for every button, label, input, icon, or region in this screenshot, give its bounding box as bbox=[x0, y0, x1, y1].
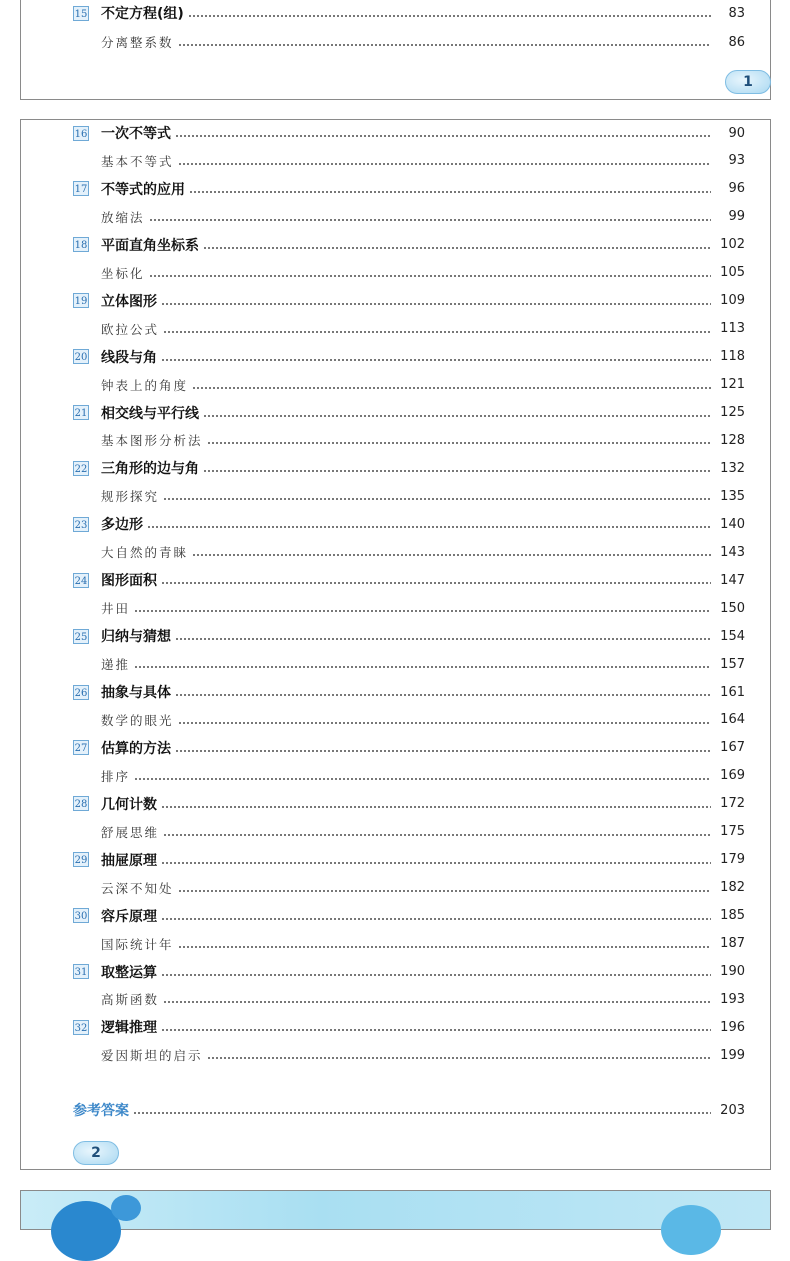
chapter-number-box: 20 bbox=[73, 349, 89, 364]
page-number: 102 bbox=[720, 237, 745, 253]
section-title: 坐标化 bbox=[101, 265, 145, 281]
leader-dots bbox=[149, 275, 711, 277]
leader-dots bbox=[203, 470, 711, 472]
toc-row-section[interactable] bbox=[73, 542, 745, 562]
page-number: 150 bbox=[720, 600, 745, 616]
leader-dots bbox=[161, 582, 711, 584]
page-number: 140 bbox=[720, 516, 745, 532]
chapter-title: 图形面积 bbox=[101, 573, 157, 590]
page-number: 83 bbox=[728, 5, 745, 21]
section-title: 爱因斯坦的启示 bbox=[101, 1048, 203, 1064]
chapter-number-box: 32 bbox=[73, 1020, 89, 1035]
chapter-title: 相交线与平行线 bbox=[101, 405, 199, 422]
answers-page: 203 bbox=[720, 1102, 745, 1118]
leader-dots bbox=[178, 946, 711, 948]
page-number-badge: 2 bbox=[73, 1141, 119, 1165]
chapter-title: 归纳与猜想 bbox=[101, 629, 171, 646]
chapter-number-box: 27 bbox=[73, 740, 89, 755]
page-number: 185 bbox=[720, 908, 745, 924]
toc-row-section[interactable] bbox=[73, 151, 745, 171]
toc-row-section[interactable] bbox=[73, 486, 745, 506]
chapter-title: 不等式的应用 bbox=[101, 181, 185, 198]
chapter-number-box: 23 bbox=[73, 517, 89, 532]
page-number: 167 bbox=[720, 740, 745, 756]
chapter-number-box: 24 bbox=[73, 573, 89, 588]
leader-dots bbox=[178, 890, 711, 892]
toc-row-chapter[interactable] bbox=[73, 514, 745, 534]
chapter-title: 抽象与具体 bbox=[101, 685, 171, 701]
chapter-number-box: 15 bbox=[73, 6, 89, 21]
toc-row-section[interactable] bbox=[73, 598, 745, 618]
page-number: 164 bbox=[720, 712, 745, 728]
page-number: 96 bbox=[728, 181, 745, 197]
page-number: 99 bbox=[728, 209, 745, 225]
leader-dots bbox=[207, 442, 711, 444]
next-page-cover-strip bbox=[20, 1190, 771, 1230]
chapter-title: 估算的方法 bbox=[101, 740, 171, 757]
toc-row-chapter[interactable] bbox=[73, 570, 745, 590]
toc-row-section[interactable] bbox=[73, 263, 745, 283]
toc-row-section[interactable] bbox=[73, 710, 745, 730]
page-number: 121 bbox=[720, 377, 745, 393]
toc-row-section[interactable] bbox=[73, 32, 745, 52]
page-number: 193 bbox=[720, 991, 745, 1007]
page-number: 199 bbox=[720, 1047, 745, 1063]
chapter-number-box: 29 bbox=[73, 852, 89, 867]
page-number: 105 bbox=[720, 265, 745, 281]
leader-dots bbox=[178, 163, 711, 165]
toc-row-chapter[interactable] bbox=[73, 850, 745, 870]
leader-dots bbox=[189, 191, 711, 193]
toc-row-answers[interactable] bbox=[73, 1100, 745, 1120]
toc-row-chapter[interactable] bbox=[73, 291, 745, 311]
page-number: 161 bbox=[720, 684, 745, 700]
page-number: 147 bbox=[720, 572, 745, 588]
answers-label: 参考答案 bbox=[73, 1103, 129, 1119]
section-title: 大自然的青睐 bbox=[101, 545, 189, 561]
page-number: 169 bbox=[720, 768, 745, 784]
section-title: 云深不知处 bbox=[101, 880, 174, 896]
section-title: 欧拉公式 bbox=[101, 321, 160, 337]
page-number: 196 bbox=[720, 1019, 745, 1035]
leader-dots bbox=[134, 610, 711, 612]
toc-row-section[interactable] bbox=[73, 1045, 745, 1065]
leader-dots bbox=[147, 526, 711, 528]
chapter-title: 不定方程(组) bbox=[101, 6, 184, 22]
decorative-blob bbox=[111, 1195, 141, 1221]
page-number: 143 bbox=[720, 544, 745, 560]
chapter-number-box: 25 bbox=[73, 629, 89, 644]
leader-dots bbox=[178, 44, 711, 46]
section-title: 舒展思维 bbox=[101, 824, 160, 840]
leader-dots bbox=[178, 722, 711, 724]
section-title: 规形探究 bbox=[101, 489, 160, 505]
page-number: 132 bbox=[720, 460, 745, 476]
page-number: 190 bbox=[720, 964, 745, 979]
leader-dots bbox=[175, 694, 711, 696]
leader-dots bbox=[207, 1057, 711, 1059]
page-number: 118 bbox=[720, 349, 745, 365]
page-number: 90 bbox=[728, 125, 745, 141]
section-title: 分离整系数 bbox=[101, 35, 174, 50]
page-number: 113 bbox=[720, 321, 745, 337]
toc-page-1 bbox=[20, 0, 771, 100]
page-number: 125 bbox=[720, 405, 745, 420]
toc-row-section[interactable] bbox=[73, 430, 745, 450]
page-number: 175 bbox=[720, 824, 745, 840]
section-title: 基本不等式 bbox=[101, 153, 174, 169]
section-title: 排序 bbox=[101, 768, 131, 784]
section-title: 国际统计年 bbox=[101, 936, 174, 952]
chapter-title: 几何计数 bbox=[101, 796, 157, 813]
chapter-title: 三角形的边与角 bbox=[101, 461, 199, 478]
chapter-number-box: 18 bbox=[73, 237, 89, 252]
chapter-title: 逻辑推理 bbox=[101, 1020, 157, 1037]
chapter-number-box: 17 bbox=[73, 181, 89, 196]
toc-row-chapter[interactable] bbox=[73, 738, 745, 758]
toc-row-section[interactable] bbox=[73, 878, 745, 898]
leader-dots bbox=[161, 806, 711, 808]
chapter-number-box: 30 bbox=[73, 908, 89, 923]
page-number: 182 bbox=[720, 880, 745, 896]
page-number: 172 bbox=[720, 796, 745, 812]
leader-dots bbox=[163, 331, 711, 333]
section-title: 高斯函数 bbox=[101, 992, 160, 1008]
leader-dots bbox=[161, 359, 711, 361]
leader-dots bbox=[203, 247, 711, 249]
toc-row-section[interactable] bbox=[73, 319, 745, 339]
page-number: 154 bbox=[720, 628, 745, 644]
chapter-number-box: 22 bbox=[73, 461, 89, 476]
page-number: 93 bbox=[728, 153, 745, 169]
page-number-badge: 1 bbox=[725, 70, 771, 94]
leader-dots bbox=[134, 666, 711, 668]
leader-dots bbox=[188, 15, 711, 17]
chapter-title: 取整运算 bbox=[101, 964, 157, 981]
page-number: 135 bbox=[720, 488, 745, 504]
chapter-title: 一次不等式 bbox=[101, 126, 171, 142]
leader-dots bbox=[133, 1112, 711, 1114]
leader-dots bbox=[163, 1001, 711, 1003]
toc-row-chapter[interactable] bbox=[73, 682, 745, 702]
leader-dots bbox=[161, 1029, 711, 1031]
toc-row-chapter[interactable] bbox=[73, 1017, 745, 1037]
toc-row-section[interactable] bbox=[73, 375, 745, 395]
toc-row-section[interactable] bbox=[73, 934, 745, 954]
leader-dots bbox=[175, 135, 711, 137]
chapter-title: 平面直角坐标系 bbox=[101, 237, 199, 254]
toc-row-chapter[interactable] bbox=[73, 235, 745, 255]
section-title: 钟表上的角度 bbox=[101, 377, 189, 393]
leader-dots bbox=[149, 219, 711, 221]
toc-row-section[interactable] bbox=[73, 766, 745, 786]
leader-dots bbox=[192, 554, 711, 556]
chapter-number-box: 16 bbox=[73, 126, 89, 141]
toc-row-chapter[interactable] bbox=[73, 794, 745, 814]
chapter-number-box: 28 bbox=[73, 796, 89, 811]
toc-row-chapter[interactable] bbox=[73, 962, 745, 982]
toc-page-2 bbox=[20, 119, 771, 1170]
page-number: 187 bbox=[720, 936, 745, 952]
toc-row-section[interactable] bbox=[73, 822, 745, 842]
leader-dots bbox=[203, 415, 711, 417]
leader-dots bbox=[192, 387, 711, 389]
leader-dots bbox=[161, 862, 711, 864]
toc-row-section[interactable] bbox=[73, 207, 745, 227]
leader-dots bbox=[163, 834, 711, 836]
toc-row-section[interactable] bbox=[73, 989, 745, 1009]
toc-row-chapter[interactable] bbox=[73, 458, 745, 478]
toc-row-chapter[interactable] bbox=[73, 626, 745, 646]
chapter-title: 多边形 bbox=[101, 517, 143, 534]
page-number: 86 bbox=[728, 34, 745, 50]
leader-dots bbox=[163, 498, 711, 500]
chapter-number-box: 19 bbox=[73, 293, 89, 308]
toc-row-chapter[interactable] bbox=[73, 3, 745, 23]
section-title: 放缩法 bbox=[101, 209, 145, 225]
decorative-blob bbox=[661, 1205, 721, 1255]
section-title: 递推 bbox=[101, 657, 131, 673]
leader-dots bbox=[161, 303, 711, 305]
leader-dots bbox=[175, 638, 711, 640]
toc-row-chapter[interactable] bbox=[73, 179, 745, 199]
toc-row-chapter[interactable] bbox=[73, 403, 745, 423]
toc-row-chapter[interactable] bbox=[73, 347, 745, 367]
leader-dots bbox=[175, 750, 711, 752]
chapter-number-box: 26 bbox=[73, 685, 89, 700]
chapter-title: 容斥原理 bbox=[101, 908, 157, 925]
page-number: 157 bbox=[720, 656, 745, 672]
chapter-title: 抽屉原理 bbox=[101, 852, 157, 869]
section-title: 井田 bbox=[101, 601, 131, 617]
chapter-title: 立体图形 bbox=[101, 293, 157, 310]
chapter-title: 线段与角 bbox=[101, 349, 157, 366]
leader-dots bbox=[161, 918, 711, 920]
toc-row-section[interactable] bbox=[73, 654, 745, 674]
toc-row-chapter[interactable] bbox=[73, 906, 745, 926]
leader-dots bbox=[161, 974, 711, 976]
leader-dots bbox=[134, 778, 711, 780]
section-title: 数学的眼光 bbox=[101, 712, 174, 728]
chapter-number-box: 31 bbox=[73, 964, 89, 979]
toc-row-chapter[interactable] bbox=[73, 123, 745, 143]
page-number: 179 bbox=[720, 852, 745, 868]
page-number: 128 bbox=[720, 432, 745, 448]
section-title: 基本图形分析法 bbox=[101, 433, 203, 449]
chapter-number-box: 21 bbox=[73, 405, 89, 420]
page-number: 109 bbox=[720, 293, 745, 309]
